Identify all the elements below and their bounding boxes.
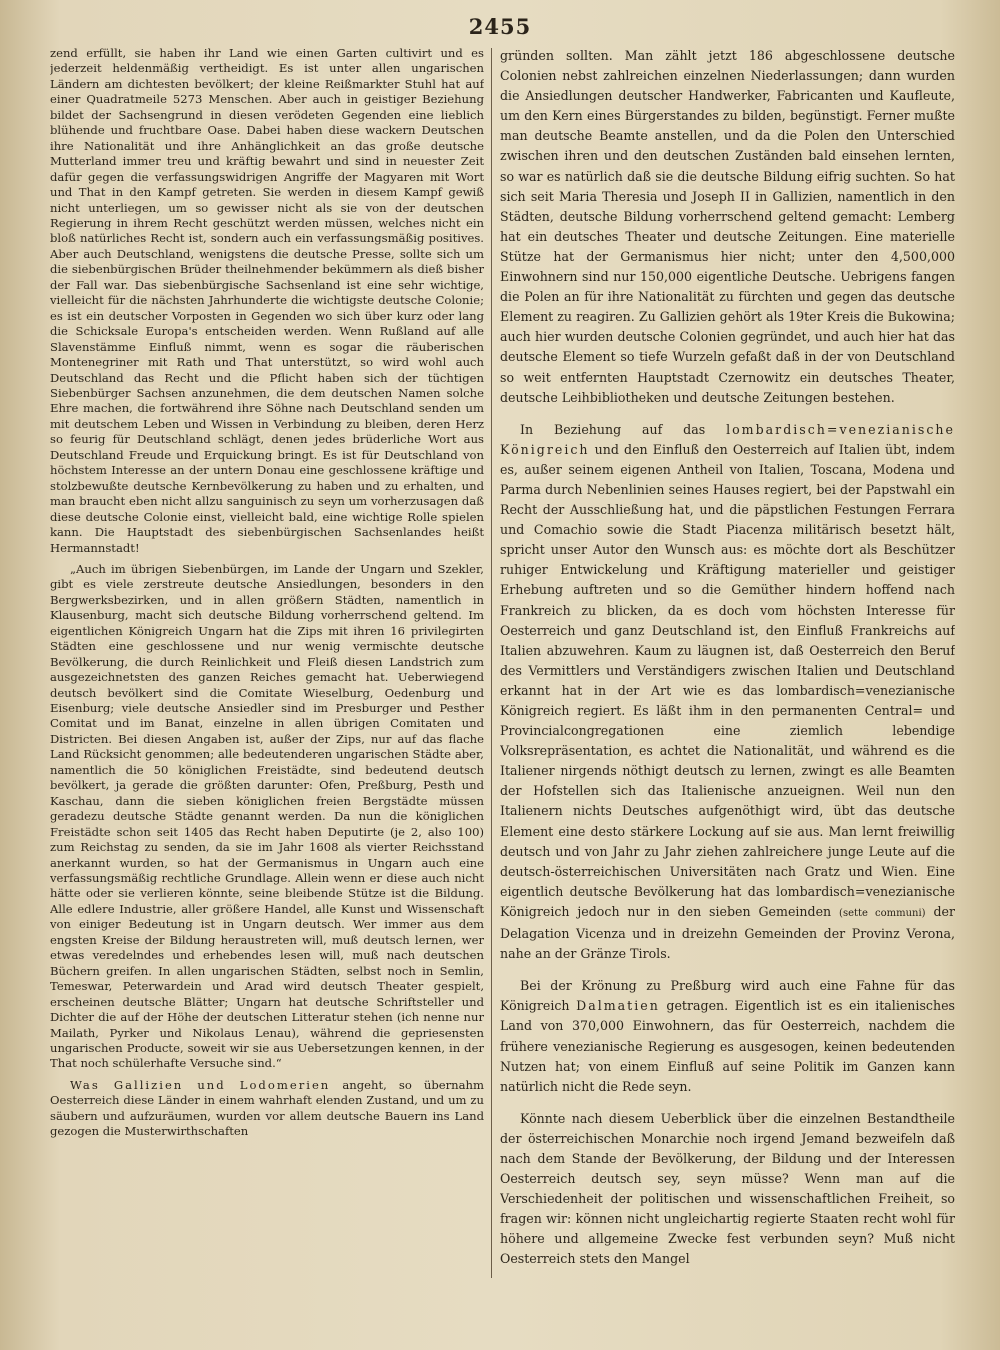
right-paragraph-2-aside: (sette communi)	[839, 907, 926, 919]
right-paragraph-3-emphasis: Dalmatien	[576, 998, 660, 1014]
left-paragraph-3-emphasis: Was Gallizien und Lodomerien	[70, 1077, 331, 1092]
left-paragraph-3	[50, 1078, 484, 1140]
right-paragraph-4: Könnte nach diesem Ueberblick über die einzelnen Bestandtheile der österreichischen Monarchie noch irgend Jemand bezweifeln daß nach dem Stande der Bevölkerung, der Bildung und der Interessen Oesterreich deutsch sey, seyn müsse? Wenn man auf die Verschiedenheit der politischen und wissenschaftlichen Freiheit, so fragen wir: können nicht ungleichartig regierte Staaten recht wohl für höhere und allgemeine Zwecke fest verbunden seyn? Muß nicht Oesterreich stets den Mangel	[500, 1110, 955, 1267]
right-paragraph-2	[500, 420, 955, 965]
column-divider	[491, 48, 492, 1278]
left-paragraph-3-text: angeht, so übernahm Oesterreich diese Länder in einem wahrhaft elenden Zustand, und um zu säubern und aufzuräumen, wurden vor allem deutsche Bauern ins Land gezogen die Musterwirthschaften	[50, 1077, 484, 1139]
left-paragraph-1: zend erfüllt, sie haben ihr Land wie einen Garten cultivirt und es jederzeit heldenmäßig vertheidigt. Es ist unter allen ungarischen Ländern am dichtesten bevölkert; der kleine Reißmarkter Stuhl hat auf einer Quadratmeile 5273 Menschen. Aber auch in geistiger Beziehung bildet der Sachsengrund in diesen verödeten Gegenden eine lieblich blühende und fruchtbare Oase. Dabei haben diese wackern Deutschen ihre Nationalität und ihre Anhänglichkeit an das große deutsche Mutterland immer treu und kräftig bewahrt und sind in neuester Zeit dafür gegen die verfassungswidrigen Angriffe der Magyaren mit Wort und That in den Kampf getreten. Sie werden in diesem Kampf gewiß nicht unterliegen, um so gewisser nicht als sie von der deutschen Regierung in ihrem Recht geschützt werden müssen, welches nicht ein bloß natürliches Recht ist, sondern auch ein verfassungsmäßig positives. Aber auch Deutschland, wenigstens die deutsche Presse, sollte sich um die siebenbürgischen Brüder theilnehmender bekümmern als dieß bisher der Fall war. Das siebenbürgische Sachsenland ist eine sehr wichtige, vielleicht für die nächsten Jahrhunderte die wichtigste deutsche Colonie; es ist ein deutscher Vorposten in Gegenden wo sich über kurz oder lang die Schicksale Europa's entscheiden werden. Wenn Rußland auf alle Slavenstämme Einfluß nimmt, wenn es sogar die räuberischen Montenegriner mit Rath und That unterstützt, so wird wohl auch Deutschland das Recht und die Pflicht haben sich der tüchtigen Siebenbürger Sachsen anzunehmen, die dem deutschen Namen solche Ehre machen, die fortwährend ihre Söhne nach Deutschland senden um mit deutschem Leben und Wissen in Verbindung zu bleiben, deren Herz so feurig für Deutschland schlägt, denen jedes brüderliche Wort aus Deutschland Freude und Erquickung bringt. Es ist für Deutschland von höchstem Interesse an der untern Donau eine geschlossene kräftige und stolzbewußte deutsche Kernbevölkerung zu haben und zu erhalten, und man braucht eben nicht allzu sanguinisch zu seyn um vorherzusagen daß diese deutsche Colonie einst, vielleicht bald, eine wichtige Rolle spielen kann. Die Hauptstadt des siebenbürgischen Sachsenlandes heißt Hermannstadt!	[50, 46, 484, 555]
right-paragraph-1: gründen sollten. Man zählt jetzt 186 abgeschlossene deutsche Colonien nebst zahlreichen einzelnen Niederlassungen; dann wurden die Ansiedlungen deutscher Handwerker, Fabricanten und Kaufleute, um den Kern eines Bürgerstandes zu bilden, begünstigt. Ferner mußte man deutsche Beamte anstellen, und da die Polen den Unterschied zwischen ihren und den deutschen Zuständen bald einsehen lernten, so war es natürlich daß sie die deutsche Bildung eifrig suchten. So hat sich seit Maria Theresia und Joseph II in Gallizien, namentlich in den Städten, deutsche Bildung vorherrschend geltend gemacht: Lemberg hat ein deutsches Theater und deutsche Zeitungen. Eine materielle Stütze hat der Germanismus hier nicht; unter den 4,500,000 Einwohnern sind nur 150,000 eigentliche Deutsche. Uebrigens fangen die Polen an für ihre Nationalität zu fürchten und gegen das deutsche Element zu reagiren. Zu Gallizien gehört als 19ter Kreis die Bukowina; auch hier wurden deutsche Colonien gegründet, und auch hier hat das deutsche Element so tiefe Wurzeln gefaßt daß in der von Deutschland so weit entfernten Hauptstadt Czernowitz ein deutsches Theater, deutsche Leihbibliotheken und deutsche Zeitungen bestehen.	[500, 48, 955, 405]
page-number: 2455	[468, 14, 532, 39]
right-paragraph-2-text-b: der Delagation Vicenza und in dreizehn Gemeinden der Provinz Verona, nahe an der Gränze Tirols.	[500, 903, 955, 962]
right-paragraph-2-lead: In Beziehung auf das	[520, 421, 727, 437]
left-paragraph-2: „Auch im übrigen Siebenbürgen, im Lande der Ungarn und Szekler, gibt es viele zerstreute deutsche Ansiedlungen, besonders in den Bergwerksbezirken, und in allen größern Städten, namentlich in Klausenburg, macht sich deutsche Bildung vorherrschend geltend. Im eigentlichen Königreich Ungarn hat die Zips mit ihren 16 privilegirten Städten eine geschlossene und nur wenig vermischte deutsche Bevölkerung, die durch Reinlichkeit und Fleiß diesen Landstrich zum ausgezeichnetsten des ganzen Reiches gemacht hat. Ueberwiegend deutsch bevölkert sind die Comitate Wieselburg, Oedenburg und Eisenburg; viele deutsche Ansiedler sind im Presburger und Pesther Comitat und im Banat, einzelne in allen übrigen Comitaten und Districten. Bei diesen Angaben ist, außer der Zips, nur auf das flache Land Rücksicht genommen; alle bedeutenderen ungarischen Städte aber, namentlich die 50 königlichen Freistädte, sind bedeutend deutsch bevölkert, ja gerade die größten darunter: Ofen, Preßburg, Pesth und Kaschau, dann die sieben königlichen freien Bergstädte müssen geradezu deutsche Städte genannt werden. Da nun die königlichen Freistädte schon seit 1405 das Recht haben Deputirte (je 2, also 100) zum Reichstag zu senden, da sie im Jahr 1608 als vierter Reichsstand anerkannt wurden, so hat der Germanismus in Ungarn auch eine verfassungsmäßig rechtliche Grundlage. Allein wenn er diese auch nicht hätte oder sie verlieren könnte, seine bleibende Stütze ist die Bildung. Alle edlere Industrie, aller größere Handel, alle Kunst und Wissenschaft von einiger Bedeutung ist in Ungarn deutsch. Wer immer aus dem engsten Kreise der Bildung heraustreten will, muß deutsch lernen, wer etwas veredelndes und erhebendes lesen will, muß nach deutschen Büchern greifen. In allen ungarischen Städten, selbst noch in Semlin, Temeswar, Peterwardein und Arad wird deutsch Theater gespielt, erscheinen deutsche Blätter; Ungarn hat deutsche Schriftsteller und Dichter die auf der Höhe der deutschen Litteratur stehen (ich nenne nur Mailath, Pyrker und Nikolaus Lenau), während die gepriesensten ungarischen Producte, soweit wir sie aus Uebersetzungen kennen, in der That noch schülerhafte Versuche sind.“	[50, 561, 484, 1071]
right-paragraph-3	[500, 976, 955, 1097]
left-column	[50, 46, 484, 1332]
right-column	[500, 46, 955, 1332]
right-paragraph-2-emphasis: lombardisch=venezianische Königreich	[500, 421, 955, 457]
right-paragraph-3-text: getragen. Eigentlich ist es ein italienisches Land von 370,000 Einwohnern, das für Oesterreich, nachdem die frühere venezianische Regierung es ausgesogen, keinen bedeutenden Nutzen hat; von einem Einfluß auf seine Politik im Ganzen kann natürlich nicht die Rede seyn.	[500, 998, 955, 1094]
right-paragraph-2-text-a: und den Einfluß den Oesterreich auf Italien übt, indem es, außer seinem eigenen Antheil von Italien, Toscana, Modena und Parma durch Nebenlinien seines Hauses regiert, bei der Papstwahl ein Recht der Ausschließung hat, und die päpstlichen Festungen Ferrara und Comachio sowie die Stadt Piacenza militärisch besetzt hält, spricht unser Autor den Wunsch aus: es möchte dort als Beschützer ruhiger Entwickelung und Kräftigung materieller und geistiger Erhebung auftreten und so die Gemüther hindern hoffend nach Frankreich zu blicken, da es doch vom höchsten Interesse für Oesterreich und ganz Deutschland ist, den Einfluß Frankreichs auf Italien abzuwehren. Kaum zu läugnen ist, daß Oesterreich den Beruf des Vermittlers und Verständigers zwischen Italien und Deutschland erkannt hat in der Art wie es das lombardisch=venezianische Königreich regiert. Es läßt ihm in den permanenten Central= und Provincialcongregationen eine ziemlich lebendige Volksrepräsentation, es achtet die Nationalität, und während es die Italiener nirgends nöthigt deutsch zu lernen, zwingt es alle Beamten der Hofstellen sich das Italienische anzueignen. Weil nun den Italienern nichts Deutsches aufgenöthigt wird, übt das deutsche Element eine desto stärkere Lockung auf sie aus. Man lernt freiwillig deutsch und von Jahr zu Jahr ziehen zahlreichere junge Leute auf die deutsch-österreichischen Universitäten nach Gratz und Wien. Eine eigentlich deutsche Bevölkerung hat das lombardisch=venezianische Königreich jedoch nur in den sieben Gemeinden	[500, 441, 955, 919]
right-paragraph-3-lead: Bei der Krönung zu Preßburg wird auch eine Fahne für das Königreich	[500, 978, 955, 1014]
